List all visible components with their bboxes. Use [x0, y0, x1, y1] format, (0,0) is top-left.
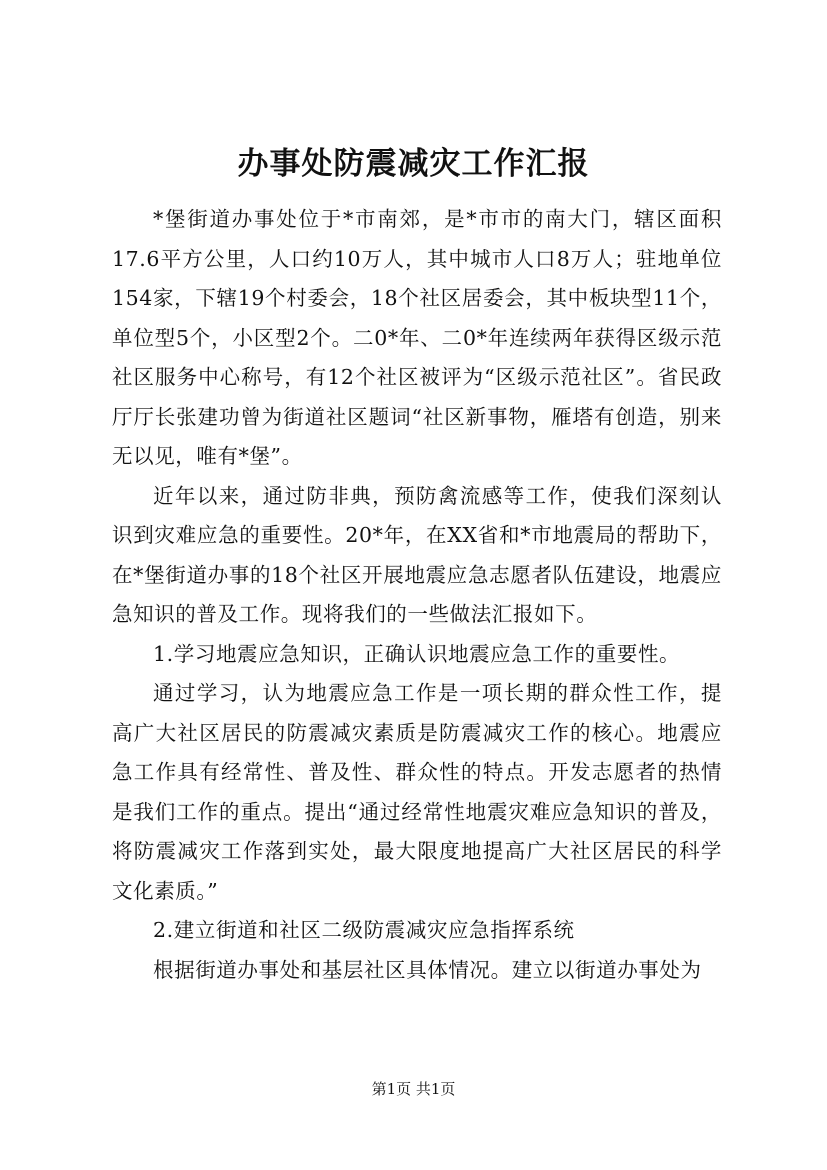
paragraph-intro: *堡街道办事处位于*市南郊，是*市市的南大门，辖区面积17.6平方公里，人口约10万人，其中城市人口8万人；驻地单位154家，下辖19个村委会，18个社区居委会，其中板块型11个，单位型5个，小区型2个。二0*年、二0*年连续两年获得区级示范社区服务中心称号，有12个社区被评为“区级示范社区”。省民政厅厅长张建功曾为街道社区题词“社区新事物，雁塔有创造，别来无以见，唯有*堡”。: [112, 207, 722, 468]
paragraph-section-1: 通过学习，认为地震应急工作是一项长期的群众性工作，提高广大社区居民的防震减灾素质是防震减灾工作的核心。地震应急工作具有经常性、普及性、群众性的特点。开发志愿者的热情是我们工作的重点。提出“通过经常性地震灾难应急知识的普及，将防震减灾工作落到实处，最大限度地提高广大社区居民的科学文化素质。”: [112, 681, 722, 903]
document-body: [112, 200, 722, 990]
document-title: 办事处防震减灾工作汇报: [237, 146, 590, 182]
paragraph-background: 近年以来，通过防非典，预防禽流感等工作，使我们深刻认识到灾难应急的重要性。20*年，在XX省和*市地震局的帮助下，在*堡街道办事的18个社区开展地震应急志愿者队伍建设，地震应急知识的普及工作。现将我们的一些做法汇报如下。: [112, 483, 722, 626]
section-heading-2: 2.建立街道和社区二级防震减灾应急指挥系统: [153, 918, 575, 942]
paragraph-section-2: 根据街道办事处和基层社区具体情况。建立以街道办事处为: [153, 957, 702, 982]
page-footer: 第1页 共1页: [371, 1080, 456, 1098]
section-heading-1: 1.学习地震应急知识，正确认识地震应急工作的重要性。: [153, 641, 681, 666]
